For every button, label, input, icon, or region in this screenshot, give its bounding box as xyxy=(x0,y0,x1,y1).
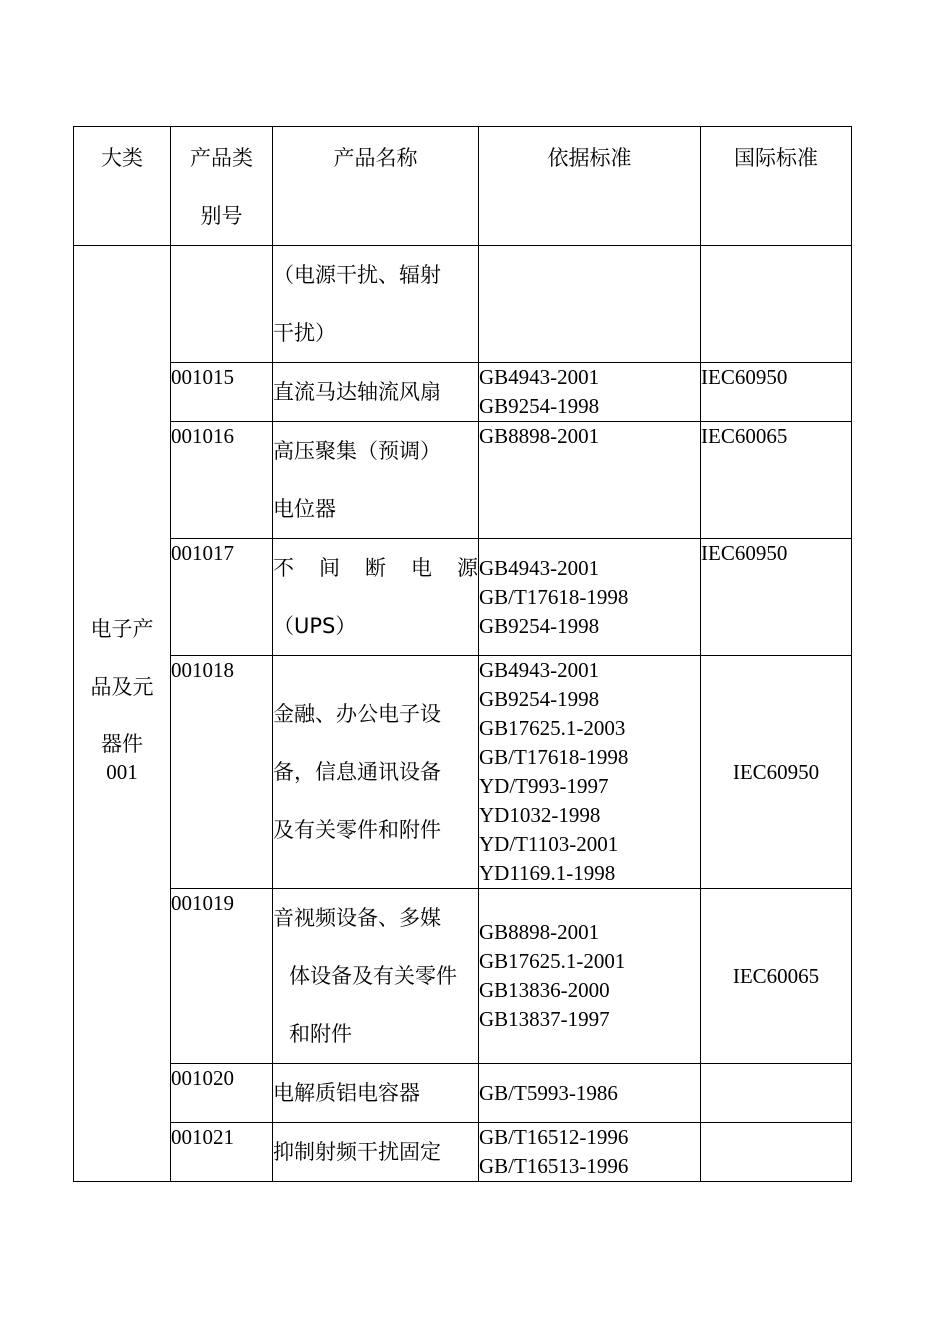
standards-cell xyxy=(479,246,701,363)
product-code xyxy=(171,246,273,363)
header-code-line2: 别号 xyxy=(200,204,243,228)
standards-cell: GB4943-2001 GB9254-1998 GB17625.1-2003 GB/T17618-1998 YD/T993-1997 YD1032-1998 YD/T1103-2001 YD1169.1-1998 xyxy=(479,656,701,889)
product-code: 001017 xyxy=(171,539,273,656)
header-name: 产品名称 xyxy=(273,127,479,246)
category-cell xyxy=(74,246,171,1182)
intl-standard: IEC60950 xyxy=(701,539,852,656)
table-row xyxy=(74,1064,852,1123)
product-name: 电解质铝电容器 xyxy=(273,1064,479,1123)
intl-standard xyxy=(701,246,852,363)
standards-cell: GB/T16512-1996 GB/T16513-1996 xyxy=(479,1123,701,1182)
intl-standard: IEC60950 xyxy=(701,656,852,889)
table-row xyxy=(74,539,852,656)
product-code: 001018 xyxy=(171,656,273,889)
standards-cell: GB/T5993-1986 xyxy=(479,1064,701,1123)
standards-cell: GB8898-2001 GB17625.1-2001 GB13836-2000 GB13837-1997 xyxy=(479,889,701,1064)
category-line3: 器件 xyxy=(101,732,143,756)
header-code-line1: 产品类 xyxy=(190,146,253,170)
intl-standard: IEC60065 xyxy=(701,422,852,539)
header-intl: 国际标准 xyxy=(701,127,852,246)
standards-cell: GB4943-2001 GB/T17618-1998 GB9254-1998 xyxy=(479,539,701,656)
product-name: 抑制射频干扰固定 xyxy=(273,1123,479,1182)
intl-standard xyxy=(701,1064,852,1123)
category-line2: 品及元 xyxy=(90,675,154,699)
header-category: 大类 xyxy=(74,127,171,246)
table-row xyxy=(74,363,852,422)
product-name: （电源干扰、辐射 干扰） xyxy=(273,246,479,363)
product-code: 001020 xyxy=(171,1064,273,1123)
product-name: 直流马达轴流风扇 xyxy=(273,363,479,422)
header-standard: 依据标准 xyxy=(479,127,701,246)
product-code: 001016 xyxy=(171,422,273,539)
product-name: 不间断电源 （UPS） xyxy=(273,539,479,656)
category-line1: 电子产 xyxy=(90,617,154,641)
table-row xyxy=(74,656,852,889)
product-code: 001021 xyxy=(171,1123,273,1182)
header-row xyxy=(74,127,852,246)
intl-standard: IEC60065 xyxy=(701,889,852,1064)
standards-cell: GB4943-2001 GB9254-1998 xyxy=(479,363,701,422)
product-name: 音视频设备、多媒 体设备及有关零件 和附件 xyxy=(273,889,479,1064)
intl-standard xyxy=(701,1123,852,1182)
header-code xyxy=(171,127,273,246)
category-code: 001 xyxy=(106,760,138,784)
intl-standard: IEC60950 xyxy=(701,363,852,422)
product-code: 001019 xyxy=(171,889,273,1064)
table-row xyxy=(74,422,852,539)
table-row xyxy=(74,246,852,363)
table-row xyxy=(74,1123,852,1182)
product-name: 高压聚集（预调） 电位器 xyxy=(273,422,479,539)
standards-table xyxy=(73,126,852,1182)
standards-cell: GB8898-2001 xyxy=(479,422,701,539)
table-row xyxy=(74,889,852,1064)
product-code: 001015 xyxy=(171,363,273,422)
product-name: 金融、办公电子设 备，信息通讯设备 及有关零件和附件 xyxy=(273,656,479,889)
